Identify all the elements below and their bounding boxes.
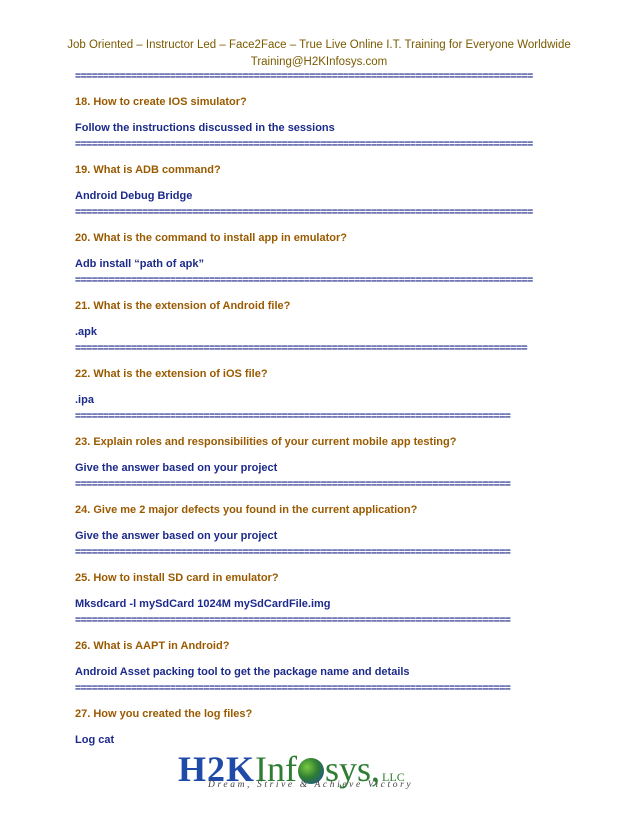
separator-line: ============================================================================== [75,410,511,422]
question-text: 26. What is AAPT in Android? [75,640,230,652]
logo-llc: LLC [382,770,405,784]
answer-text: Log cat [75,734,115,746]
separator-line: ============================================================================== [75,682,511,694]
separator-line: ================================================================================== [75,274,533,286]
answer-text: Android Debug Bridge [75,190,193,202]
question-text: 21. What is the extension of Android file? [75,300,291,312]
answer-text: Adb install “path of apk” [75,258,204,270]
logo-h2k: H2K [178,749,256,789]
qa-block [75,408,575,476]
qa-block [75,204,575,272]
question-text: 19. What is ADB command? [75,164,221,176]
header-tagline: Job Oriented – Instructor Led – Face2Face – True Live Online I.T. Training for Everyone Worldwide [67,39,571,51]
qa-content [75,68,575,748]
question-text: 24. Give me 2 major defects you found in the current application? [75,504,418,516]
question-text: 25. How to install SD card in emulator? [75,572,279,584]
separator-line: ================================================================================== [75,70,533,82]
qa-block [75,476,575,544]
separator-line: ================================================================================== [75,206,533,218]
answer-text: Give the answer based on your project [75,530,278,542]
answer-text: Android Asset packing tool to get the package name and details [75,666,410,678]
separator-line: ============================================================================== [75,478,511,490]
separator-line: ============================================================================== [75,546,511,558]
question-text: 20. What is the command to install app in emulator? [75,232,347,244]
qa-block [75,612,575,680]
separator-line: ================================================================================== [75,138,533,150]
separator-line: ================================================================================= [75,342,528,354]
qa-block [75,68,575,136]
qa-block [75,544,575,612]
logo-osys: sys, [325,749,381,789]
answer-text: .apk [75,326,98,338]
logo-tagline: Dream, Strive & Achieve Victory [208,780,414,790]
company-logo [178,750,428,800]
qa-block [75,340,575,408]
answer-text: Mksdcard -l mySdCard 1024M mySdCardFile.img [75,598,331,610]
separator-line: ============================================================================== [75,614,511,626]
header-email: Training@H2KInfosys.com [250,56,388,68]
qa-block [75,680,575,748]
question-text: 18. How to create IOS simulator? [75,96,247,108]
question-text: 27. How you created the log files? [75,708,253,720]
qa-block [75,136,575,204]
question-text: 22. What is the extension of iOS file? [75,368,268,380]
logo-inf: Inf [255,749,297,789]
qa-block [75,272,575,340]
answer-text: Give the answer based on your project [75,462,278,474]
page-header [0,37,638,71]
answer-text: Follow the instructions discussed in the sessions [75,122,335,134]
question-text: 23. Explain roles and responsibilities of your current mobile app testing? [75,436,457,448]
answer-text: .ipa [75,394,94,406]
